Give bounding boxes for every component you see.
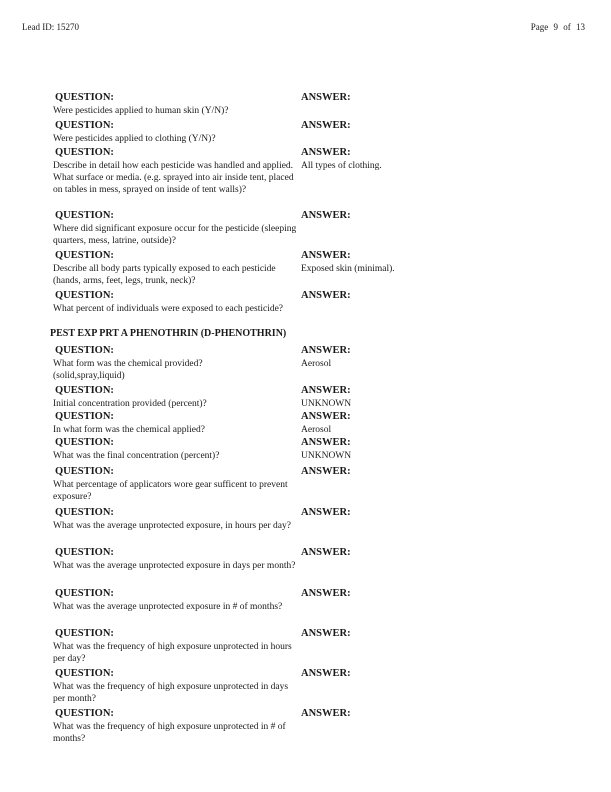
answer-label: ANSWER: (301, 588, 351, 599)
question-label: QUESTION: (55, 120, 114, 131)
answer-text: All types of clothing. (301, 161, 382, 171)
question-label: QUESTION: (55, 147, 114, 158)
question-text: What form was the chemical provided?(solid,spray,liquid) (53, 359, 203, 381)
answer-label: ANSWER: (301, 628, 351, 639)
answer-label: ANSWER: (301, 507, 351, 518)
question-text: What was the frequency of high exposure unprotected in hours per day? (53, 642, 292, 664)
answer-label: ANSWER: (301, 437, 351, 448)
question-text: Were pesticides applied to human skin (Y/N)? (53, 106, 229, 116)
question-label: QUESTION: (55, 385, 114, 396)
answer-label: ANSWER: (301, 147, 351, 158)
answer-label: ANSWER: (301, 120, 351, 131)
question-label: QUESTION: (55, 345, 114, 356)
question-label: QUESTION: (55, 668, 114, 679)
question-text: What was the frequency of high exposure unprotected in # of months? (53, 722, 286, 744)
question-label: QUESTION: (55, 628, 114, 639)
question-label: QUESTION: (55, 547, 114, 558)
answer-label: ANSWER: (301, 92, 351, 103)
answer-label: ANSWER: (301, 708, 351, 719)
question-text: Initial concentration provided (percent)? (53, 399, 207, 409)
answer-label: ANSWER: (301, 385, 351, 396)
answer-label: ANSWER: (301, 210, 351, 221)
question-text: Describe in detail how each pesticide was handled and applied. What surface or media. (e.g. sprayed into air inside tent, placed on tables in mess, sprayed on inside of tent walls)? (53, 161, 294, 195)
question-text: What was the final concentration (percent)? (53, 451, 220, 461)
answer-label: ANSWER: (301, 668, 351, 679)
answer-text: UNKNOWN (301, 451, 352, 461)
answer-text: Aerosol (301, 359, 332, 369)
question-text: What was the average unprotected exposure in # of months? (53, 602, 283, 612)
question-label: QUESTION: (55, 92, 114, 103)
section-title: PEST EXP PRT A PHENOTHRIN (D-PHENOTHRIN) (50, 328, 287, 339)
question-label: QUESTION: (55, 708, 114, 719)
question-label: QUESTION: (55, 588, 114, 599)
answer-label: ANSWER: (301, 250, 351, 261)
answer-label: ANSWER: (301, 411, 351, 422)
answer-text: Aerosol (301, 425, 332, 435)
answer-label: ANSWER: (301, 547, 351, 558)
question-label: QUESTION: (55, 411, 114, 422)
answer-label: ANSWER: (301, 345, 351, 356)
question-text: Were pesticides applied to clothing (Y/N)? (53, 134, 216, 144)
answer-text: Exposed skin (minimal). (301, 264, 395, 274)
question-text: What percent of individuals were exposed to each pesticide? (53, 304, 284, 314)
question-label: QUESTION: (55, 507, 114, 518)
question-text: What was the average unprotected exposure, in hours per day? (53, 521, 291, 531)
lead-id: Lead ID: 15270 (22, 22, 79, 32)
question-label: QUESTION: (55, 210, 114, 221)
question-text: Where did significant exposure occur for the pesticide (sleeping quarters, mess, latrine, outside)? (53, 224, 297, 246)
question-label: QUESTION: (55, 290, 114, 301)
question-label: QUESTION: (55, 466, 114, 477)
question-text: What was the average unprotected exposure in days per month? (53, 561, 296, 571)
question-text: What was the frequency of high exposure unprotected in days per month? (53, 682, 289, 704)
answer-label: ANSWER: (301, 290, 351, 301)
answer-label: ANSWER: (301, 466, 351, 477)
page-number: Page 9 of 13 (530, 22, 585, 32)
question-text: What percentage of applicators wore gear sufficent to prevent exposure? (53, 480, 288, 502)
question-text: Describe all body parts typically exposed to each pesticide (hands, arms, feet, legs, trunk, neck)? (53, 264, 276, 286)
question-label: QUESTION: (55, 250, 114, 261)
question-label: QUESTION: (55, 437, 114, 448)
question-text: In what form was the chemical applied? (53, 425, 205, 435)
answer-text: UNKNOWN (301, 399, 352, 409)
